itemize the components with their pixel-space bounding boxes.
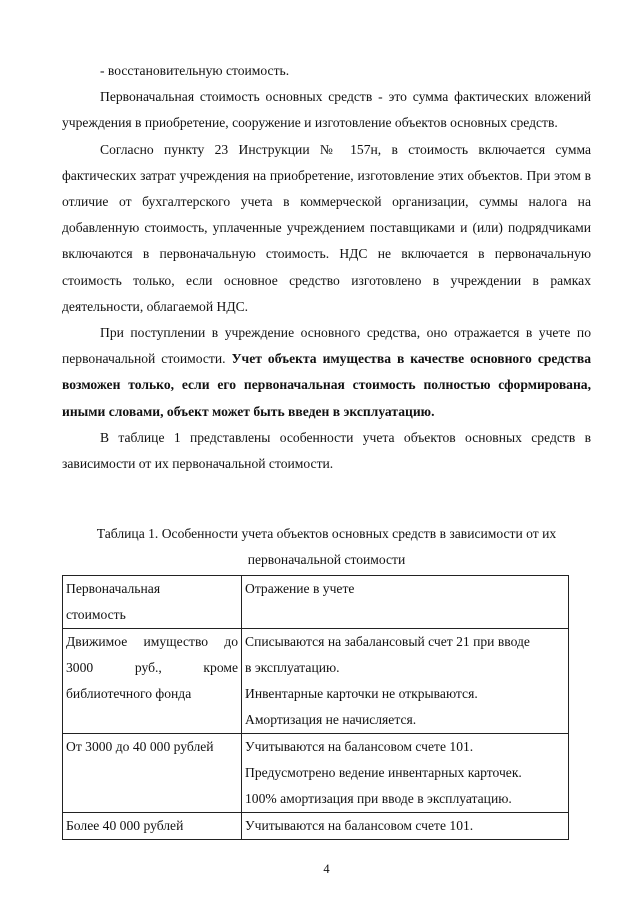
row3-accounting-cell: Учитываются на балансовом счете 101. — [242, 813, 569, 840]
paragraph-instruction: Согласно пункту 23 Инструкции № 157н, в стоимость включается сумма фактических затрат учреждения на приобретение, изготовление этих объектов. При этом в отличие от бухгалтерского учета в коммерческой организации, суммы налога на добавленную стоимость, уплаченные учреждением поставщиками и (или) подрядчиками включаются в первоначальную стоимость. НДС не включается в первоначальную стоимость только, если основное средство изготовлено в учреждении в рамках деятельности, облагаемой НДС. — [62, 141, 591, 314]
header-cost-line2: стоимость — [66, 607, 126, 622]
row1-accounting-line2: в эксплуатацию. — [245, 660, 340, 675]
row1-accounting-line3: Инвентарные карточки не открываются. — [245, 686, 478, 701]
paragraph-list-item: - восстановительную стоимость. — [100, 63, 290, 78]
table-caption-line2: первоначальной стоимости — [247, 552, 406, 567]
row2-accounting-line2: Предусмотрено ведение инвентарных карточек. — [245, 765, 522, 780]
row1-cost-cell — [63, 629, 242, 734]
header-cell-cost — [63, 576, 242, 629]
header-cost-line1: Первоначальная — [66, 581, 161, 596]
row3-cost-cell: Более 40 000 рублей — [63, 813, 242, 840]
row2-cost-cell: От 3000 до 40 000 рублей — [63, 734, 242, 813]
row1-cost-line1: Движимое имущество до — [66, 634, 238, 649]
table-row — [63, 813, 569, 840]
row2-accounting-line1: Учитываются на балансовом счете 101. — [245, 739, 474, 754]
body-text — [62, 58, 591, 477]
paragraph-receipt-plain: При поступлении в учреждение основного средства, оно отражается в учете по первоначальной стоимости. — [62, 325, 591, 367]
table-caption-line1: Таблица 1. Особенности учета объектов основных средств в зависимости от их — [96, 526, 557, 541]
paragraph-receipt — [62, 320, 591, 425]
table-header-row — [63, 576, 569, 629]
paragraph-table-intro: В таблице 1 представлены особенности учета объектов основных средств в зависимости от их первоначальной стоимости. — [62, 429, 591, 472]
row1-accounting-line4: Амортизация не начисляется. — [245, 712, 417, 727]
table-row — [63, 734, 569, 813]
row1-cost-line3: библиотечного фонда — [66, 686, 192, 701]
row2-accounting-line3: 100% амортизация при вводе в эксплуатацию. — [245, 791, 512, 806]
cost-table — [62, 575, 569, 840]
table-caption — [62, 521, 591, 573]
row1-accounting-cell — [242, 629, 569, 734]
row2-accounting-cell — [242, 734, 569, 813]
paragraph-receipt-bold: Учет объекта имущества в качестве основного средства возможен только, если его первоначальная стоимость полностью сформирована, иными словами, объект может быть введен в эксплуатацию. — [62, 351, 592, 419]
table-row — [63, 629, 569, 734]
page-number: 4 — [323, 862, 330, 876]
row1-cost-line2: 3000 руб., кроме — [66, 660, 238, 675]
row1-accounting-line1: Списываются на забалансовый счет 21 при вводе — [245, 634, 530, 649]
paragraph-definition: Первоначальная стоимость основных средств - это сумма фактических вложений учреждения в приобретение, сооружение и изготовление объектов основных средств. — [62, 89, 591, 131]
header-cell-accounting: Отражение в учете — [242, 576, 569, 629]
